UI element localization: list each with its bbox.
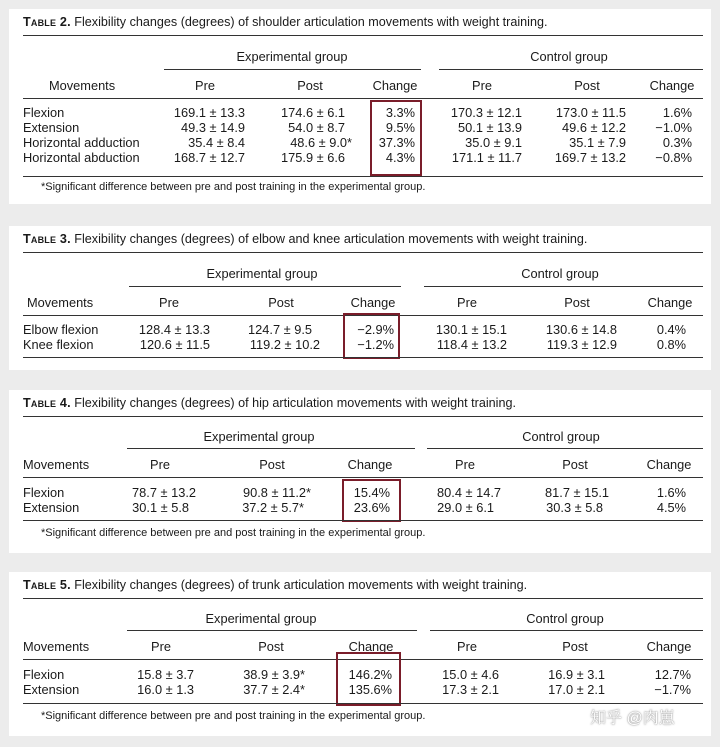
table-label: Table 5.: [23, 578, 71, 592]
col-header-exp-pre: Pre: [159, 295, 179, 310]
table-row-movement: Flexion: [23, 105, 65, 120]
table-cell: 38.9 ± 3.9*: [243, 667, 305, 682]
table-cell: 124.7 ± 9.5: [248, 322, 312, 337]
col-header-ctrl-post: Post: [562, 639, 588, 654]
table-row-movement: Flexion: [23, 485, 65, 500]
bottom-rule: [23, 357, 703, 358]
col-header-ctrl-pre: Pre: [457, 295, 477, 310]
top-rule: [23, 598, 703, 599]
table-cell-change: 3.3%: [385, 105, 415, 120]
table-row-movement: Elbow flexion: [23, 322, 99, 337]
col-header-exp-pre: Pre: [195, 78, 215, 93]
table-cell: 15.8 ± 3.7: [137, 667, 194, 682]
group-rule-control: [430, 630, 703, 631]
table-row-movement: Horizontal abduction: [23, 150, 140, 165]
table-cell: −0.8%: [655, 150, 692, 165]
col-header-exp-pre: Pre: [150, 457, 170, 472]
top-rule: [23, 35, 703, 36]
table-cell: 169.1 ± 13.3: [173, 105, 245, 120]
col-header-ctrl-change: Change: [646, 457, 692, 472]
change-highlight-box: [343, 313, 400, 359]
table-cell: 130.1 ± 15.1: [435, 322, 507, 337]
table-cell-change: 135.6%: [348, 682, 392, 697]
table-cell: 119.3 ± 12.9: [546, 337, 617, 352]
table-cell: 1.6%: [662, 105, 692, 120]
table-cell: −1.0%: [655, 120, 692, 135]
table-row-movement: Knee flexion: [23, 337, 94, 352]
table-cell: 30.1 ± 5.8: [132, 500, 189, 515]
col-header-ctrl-post: Post: [562, 457, 588, 472]
col-header-ctrl-post: Post: [574, 78, 600, 93]
table-row-movement: Extension: [23, 500, 80, 515]
table-cell: 54.0 ± 8.7: [288, 120, 345, 135]
table-label: Table 3.: [23, 232, 71, 246]
col-header-exp-post: Post: [268, 295, 294, 310]
table-cell: 0.8%: [656, 337, 686, 352]
table-cell: 49.3 ± 14.9: [181, 120, 245, 135]
group-header-experimental: Experimental group: [206, 266, 318, 281]
col-header-ctrl-pre: Pre: [455, 457, 475, 472]
col-header-ctrl-change: Change: [647, 295, 693, 310]
table-cell: 168.7 ± 12.7: [173, 150, 245, 165]
table-cell: 80.4 ± 14.7: [437, 485, 501, 500]
table-cell: 174.6 ± 6.1: [281, 105, 345, 120]
group-rule-control: [439, 69, 703, 70]
col-header-movements: Movements: [27, 295, 94, 310]
group-header-control: Control group: [522, 429, 600, 444]
table-cell: 173.0 ± 11.5: [555, 105, 626, 120]
table-cell: 35.4 ± 8.4: [188, 135, 245, 150]
table-cell-change: 9.5%: [385, 120, 415, 135]
table-title: Flexibility changes (degrees) of elbow and knee articulation movements with weight training.: [74, 232, 588, 246]
table-cell: 81.7 ± 15.1: [545, 485, 609, 500]
col-header-exp-change: Change: [347, 457, 393, 472]
table-cell: 0.4%: [656, 322, 686, 337]
group-header-control: Control group: [521, 266, 599, 281]
table-caption: [23, 578, 527, 592]
table-label: Table 2.: [23, 15, 71, 29]
col-header-movements: Movements: [23, 457, 90, 472]
table-cell: 78.7 ± 13.2: [132, 485, 196, 500]
col-header-exp-change: Change: [348, 639, 394, 654]
table-footnote: *Significant difference between pre and post training in the experimental group.: [41, 527, 426, 539]
header-rule: [23, 477, 703, 478]
table-cell: 1.6%: [656, 485, 686, 500]
col-header-exp-change: Change: [350, 295, 396, 310]
table-cell: 4.5%: [656, 500, 686, 515]
change-highlight-box: [342, 479, 401, 522]
col-header-movements: Movements: [23, 639, 90, 654]
bottom-rule: [23, 703, 703, 704]
table-cell: 90.8 ± 11.2*: [243, 485, 311, 500]
col-header-exp-post: Post: [259, 457, 285, 472]
col-header-exp-post: Post: [258, 639, 284, 654]
table-row-movement: Flexion: [23, 667, 65, 682]
table-cell-change: 37.3%: [378, 135, 415, 150]
col-header-exp-pre: Pre: [151, 639, 171, 654]
table-cell: 169.7 ± 13.2: [554, 150, 626, 165]
col-header-ctrl-change: Change: [649, 78, 695, 93]
group-rule-experimental: [129, 286, 401, 287]
table-cell: 119.2 ± 10.2: [249, 337, 320, 352]
table-footnote: *Significant difference between pre and post training in the experimental group.: [41, 710, 426, 722]
group-rule-control: [424, 286, 703, 287]
table-caption: [23, 396, 516, 410]
table-title: Flexibility changes (degrees) of shoulder articulation movements with weight training.: [74, 15, 548, 29]
table-cell: 170.3 ± 12.1: [450, 105, 522, 120]
table-cell: 50.1 ± 13.9: [458, 120, 522, 135]
table-cell: 30.3 ± 5.8: [546, 500, 603, 515]
table-cell: 15.0 ± 4.6: [442, 667, 499, 682]
col-header-movements: Movements: [49, 78, 116, 93]
table-row-movement: Extension: [23, 682, 80, 697]
col-header-exp-change: Change: [372, 78, 418, 93]
table-cell: 12.7%: [654, 667, 691, 682]
top-rule: [23, 252, 703, 253]
header-rule: [23, 98, 703, 99]
table-cell: 17.3 ± 2.1: [442, 682, 499, 697]
col-header-ctrl-pre: Pre: [472, 78, 492, 93]
group-header-control: Control group: [526, 611, 604, 626]
table-cell-change: 23.6%: [353, 500, 390, 515]
table-cell: 171.1 ± 11.7: [451, 150, 522, 165]
change-highlight-box: [370, 100, 422, 176]
table-cell: 48.6 ± 9.0*: [290, 135, 352, 150]
table-3-panel: [9, 226, 711, 370]
table-cell-change: 4.3%: [385, 150, 415, 165]
table-cell: 0.3%: [662, 135, 692, 150]
table-cell: 175.9 ± 6.6: [281, 150, 345, 165]
table-cell: 120.6 ± 11.5: [139, 337, 210, 352]
watermark: 知乎 @肉崽: [590, 710, 675, 727]
table-caption: [23, 232, 587, 246]
group-rule-experimental: [164, 69, 421, 70]
table-caption: [23, 15, 548, 29]
table-cell: 118.4 ± 13.2: [436, 337, 507, 352]
bottom-rule: [23, 176, 703, 177]
table-cell: 128.4 ± 13.3: [138, 322, 210, 337]
group-header-experimental: Experimental group: [236, 49, 348, 64]
table-cell-change: 146.2%: [348, 667, 392, 682]
table-title: Flexibility changes (degrees) of hip articulation movements with weight training.: [74, 396, 516, 410]
table-row-movement: Extension: [23, 120, 80, 135]
change-highlight-box: [336, 652, 401, 706]
table-cell: −1.7%: [654, 682, 691, 697]
table-label: Table 4.: [23, 396, 71, 410]
table-cell-change: −1.2%: [357, 337, 394, 352]
col-header-exp-post: Post: [297, 78, 323, 93]
table-cell: 16.9 ± 3.1: [548, 667, 605, 682]
table-4-panel: [9, 390, 711, 553]
table-title: Flexibility changes (degrees) of trunk articulation movements with weight training.: [74, 578, 528, 592]
bottom-rule: [23, 520, 703, 521]
group-header-control: Control group: [530, 49, 608, 64]
col-header-ctrl-change: Change: [646, 639, 692, 654]
group-rule-control: [427, 448, 703, 449]
table-cell: 37.2 ± 5.7*: [242, 500, 304, 515]
table-2-panel: [9, 9, 711, 204]
table-cell-change: −2.9%: [357, 322, 394, 337]
group-header-experimental: Experimental group: [205, 611, 317, 626]
group-rule-experimental: [127, 630, 417, 631]
col-header-ctrl-pre: Pre: [457, 639, 477, 654]
group-header-experimental: Experimental group: [203, 429, 315, 444]
table-cell: 35.0 ± 9.1: [465, 135, 522, 150]
group-rule-experimental: [127, 448, 415, 449]
table-cell-change: 15.4%: [353, 485, 390, 500]
table-cell: 17.0 ± 2.1: [548, 682, 605, 697]
table-footnote: *Significant difference between pre and post training in the experimental group.: [41, 181, 426, 193]
table-row-movement: Horizontal adduction: [23, 135, 140, 150]
table-cell: 16.0 ± 1.3: [137, 682, 194, 697]
table-cell: 29.0 ± 6.1: [437, 500, 494, 515]
top-rule: [23, 416, 703, 417]
table-cell: 35.1 ± 7.9: [569, 135, 626, 150]
table-cell: 37.7 ± 2.4*: [243, 682, 305, 697]
table-cell: 130.6 ± 14.8: [545, 322, 617, 337]
table-cell: 49.6 ± 12.2: [562, 120, 626, 135]
col-header-ctrl-post: Post: [564, 295, 590, 310]
